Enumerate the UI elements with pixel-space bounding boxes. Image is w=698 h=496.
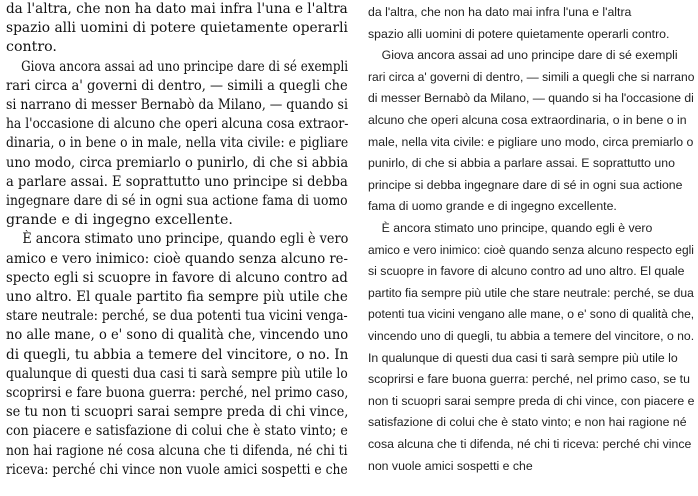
scan-text-line: contro. xyxy=(6,39,57,56)
scan-text-line: riceva: perché chi vince non vuole amici sospetti e che xyxy=(6,461,348,478)
ocr-text-line: di messer Bernabò da Milano, — quando si ha l'occasione di xyxy=(368,91,694,106)
scan-text-line: specto egli si scuopre in favore di alcuno contro ad xyxy=(6,269,348,286)
ocr-text-line: non vuole amici sospetti e che xyxy=(368,458,533,473)
scan-text-line: di quegli, tu abbia a temere del vincitore, o no. In xyxy=(6,346,349,363)
ocr-text-line: male, nella vita civile: e pigliare uno modo, circa premiarlo o xyxy=(368,134,694,149)
ocr-text-line: non ti scuopri sarai sempre preda di chi vince, con piacere e xyxy=(368,393,695,408)
scan-text-line: non hai ragione né cosa alcuna che ti difenda, né chi ti xyxy=(6,442,348,459)
scan-text-line: scoprirsi e fare buona guerra: perché, nel primo caso, xyxy=(6,385,349,401)
ocr-text-line: In qualunque di questi dua casi ti sarà sempre più utile lo xyxy=(368,350,678,365)
scan-text-line: a parlare assai. E soprattutto uno principe si debba xyxy=(6,173,348,190)
ocr-text-line: alcuno che operi alcuna cosa extraordinaria, o in bene o in xyxy=(368,113,687,127)
scan-text-line: amico e vero inimico: cioè quando senza alcuno re- xyxy=(6,250,348,267)
ocr-text-line: scoprirsi e fare buona guerra: perché, nel primo caso, se tu xyxy=(368,372,690,387)
scan-text-line: uno modo, circa premiarlo o punirlo, di che si abbia xyxy=(6,154,349,171)
scan-text-line: ingegnare dare di sé in ogni sua actione fama di uomo xyxy=(6,193,348,209)
scan-text-line: se tu non ti scuopri sarai sempre preda di chi vince, xyxy=(6,404,349,421)
scan-text-line: ha l'occasione di alcuno che operi alcuna cosa extraor- xyxy=(6,116,349,133)
scan-text-line: Giova ancora assai ad uno principe dare di sé exempli xyxy=(6,58,349,75)
ocr-text-line: si scuopre in favore di alcuno contro ad uno altro. El quale xyxy=(368,264,685,279)
ocr-text-line: rari circa a' governi di dentro, — simili a quegli che si narrano xyxy=(368,69,695,84)
ocr-text-line: Giova ancora assai ad uno principe dare di sé exempli xyxy=(368,48,678,63)
scan-text-line: da l'altra, che non ha dato mai infra l'una e l'altra xyxy=(6,1,348,17)
scan-text-line: no alle mane, o e' sono di qualità che, vincendo uno xyxy=(6,327,349,344)
ocr-text-line: cosa alcuna che ti difenda, né chi ti riceva: perché chi vince xyxy=(368,437,692,451)
scan-text-line: qualunque di questi dua casi ti sarà sempre più utile lo xyxy=(6,365,348,382)
ocr-text-line: vincendo uno di quegli, tu abbia a temere del vincitore, o no. xyxy=(368,329,695,343)
scan-text-line: stare neutrale: perché, se dua potenti tua vicini venga- xyxy=(6,308,348,325)
ocr-text-line: satisfazione di colui che è stato vinto; e non hai ragione né xyxy=(368,415,687,430)
ocr-text-line: amico e vero inimico: cioè quando senza alcuno respecto egli xyxy=(368,242,694,257)
ocr-text-line: potenti tua vicini vengano alle mane, o e' sono di qualità che, xyxy=(368,307,695,322)
scan-text-line: rari circa a' governi di dentro, — simili a quegli che xyxy=(6,77,348,94)
scan-text-line: grande e di ingegno excellente. xyxy=(6,212,233,229)
scan-text-line: con piacere e satisfazione di colui che è stato vinto; e xyxy=(6,423,348,440)
ocr-text-line: È ancora stimato uno principe, quando egli è vero xyxy=(368,221,653,235)
scan-text-line: si narrano di messer Bernabò da Milano, — quando si xyxy=(6,97,348,113)
ocr-text-line: principe si debba ingegnare dare di sé in ogni sua actione xyxy=(368,177,683,192)
ocr-text-line: da l'altra, che non ha dato mai infra l'una e l'altra xyxy=(368,5,632,19)
ocr-text-panel xyxy=(362,0,698,496)
scan-text-line: È ancora stimato uno principe, quando egli è vero xyxy=(6,231,349,248)
scan-text-line: uno altro. El quale partito fia sempre più utile che xyxy=(6,289,348,305)
ocr-text-line: punirlo, di che si abbia a parlare assai. E soprattutto uno xyxy=(368,156,675,171)
ocr-text-line: partito fia sempre più utile che stare neutrale: perché, se dua xyxy=(368,285,694,300)
ocr-text-line: spazio alli uomini di potere quietamente operarli contro. xyxy=(368,26,670,41)
ocr-text-line: fama di uomo grande e di ingegno excellente. xyxy=(368,199,617,214)
scan-text-line: dinaria, o in bene o in male, nella vita civile: e pigliare xyxy=(6,135,349,152)
scan-text-line: spazio alli uomini di potere quietamente operarli xyxy=(6,20,348,37)
